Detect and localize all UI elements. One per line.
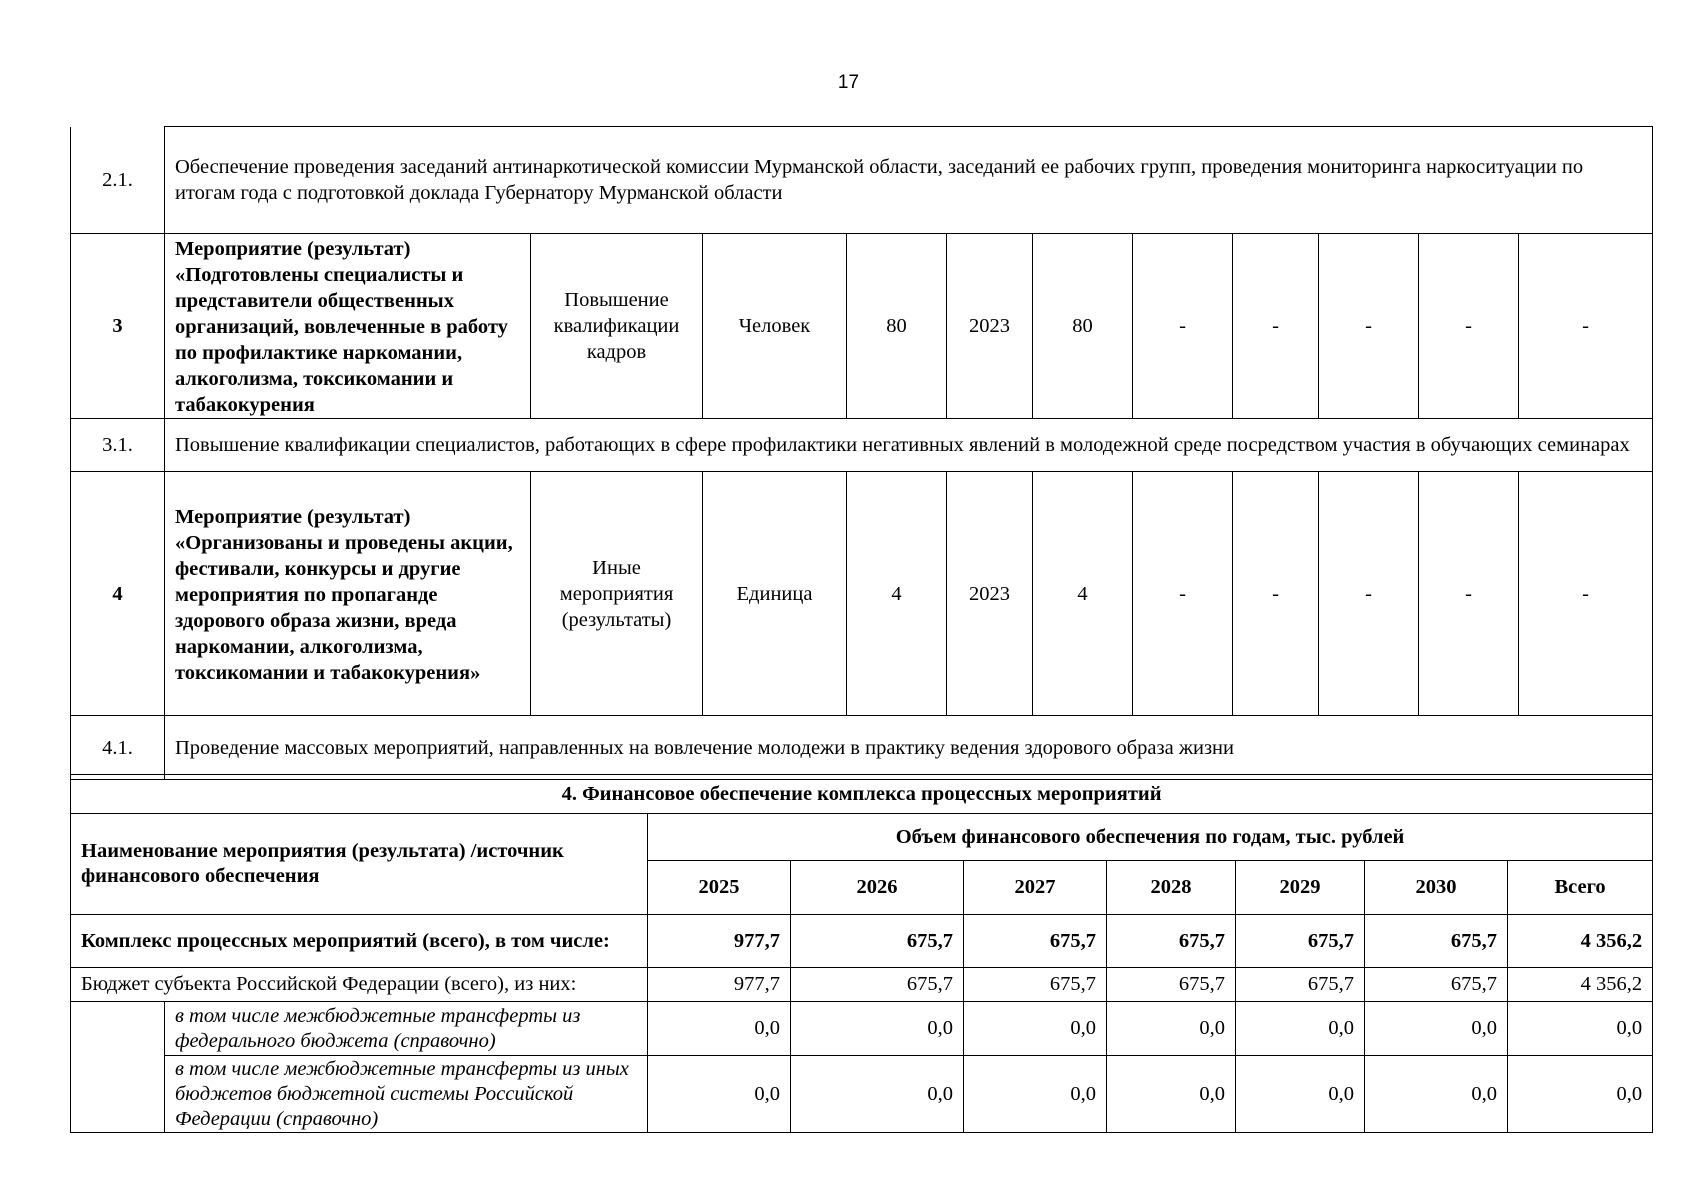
task-description: Повышение квалификации специалистов, работающих в сфере профилактики негативных явлений в молодежной среде посредством участия в обучающих семинарах (165, 419, 1653, 472)
total-header: Всего (1508, 861, 1653, 915)
page-number: 17 (837, 72, 860, 93)
year-header: 2028 (1107, 861, 1236, 915)
year-header: 2029 (1236, 861, 1365, 915)
result-type: Повышение квалификации кадров (531, 234, 703, 419)
amount-cell: 675,7 (1236, 915, 1365, 968)
total-cell: 4 356,2 (1508, 915, 1653, 968)
amount-cell: 675,7 (964, 915, 1107, 968)
finance-table (70, 774, 1653, 1133)
results-table (70, 126, 1653, 780)
result-name: Мероприятие (результат) «Подготовлены специалисты и представители общественных организаций, вовлеченные в работу по профилактике наркомании, алкоголизма, токсикомании и табакокурения (165, 234, 531, 419)
amount-cell: 0,0 (1236, 1002, 1365, 1056)
value-cell: - (1519, 234, 1653, 419)
amount-cell: 0,0 (791, 1002, 964, 1056)
task-description: Проведение массовых мероприятий, направленных на вовлечение молодежи в практику ведения здорового образа жизни (165, 716, 1653, 780)
value-cell: - (1233, 234, 1319, 419)
year-header: 2026 (791, 861, 964, 915)
amount-cell: 0,0 (648, 1056, 791, 1133)
table-row (71, 716, 1653, 780)
indent-cell (71, 1002, 165, 1133)
amount-cell: 0,0 (1236, 1056, 1365, 1133)
amount-cell: 675,7 (1107, 915, 1236, 968)
value-cell: 80 (1033, 234, 1133, 419)
table-row (71, 419, 1653, 472)
value-cell: - (1319, 234, 1419, 419)
amount-cell: 675,7 (791, 915, 964, 968)
header-row (71, 814, 1653, 861)
section-title-row (71, 775, 1653, 814)
value-cell: - (1319, 472, 1419, 716)
row-number: 4 (71, 472, 165, 716)
total-cell: 0,0 (1508, 1002, 1653, 1056)
amount-cell: 675,7 (791, 968, 964, 1002)
table-row (71, 472, 1653, 716)
finance-row-label: в том числе межбюджетные трансферты из иных бюджетов бюджетной системы Российской Федерации (справочно) (165, 1056, 648, 1133)
amount-cell: 0,0 (791, 1056, 964, 1133)
value-cell: - (1133, 472, 1233, 716)
finance-row (71, 968, 1653, 1002)
result-name: Мероприятие (результат) «Организованы и проведены акции, фестивали, конкурсы и другие мероприятия по пропаганде здорового образа жизни, вреда наркомании, алкоголизма, токсикомании и табакокурения» (165, 472, 531, 716)
amount-cell: 0,0 (1365, 1002, 1508, 1056)
name-header: Наименование мероприятия (результата) /источник финансового обеспечения (71, 814, 648, 915)
finance-row (71, 915, 1653, 968)
unit: Единица (703, 472, 847, 716)
finance-row-label: Бюджет субъекта Российской Федерации (всего), из них: (71, 968, 648, 1002)
base-value: 80 (847, 234, 947, 419)
value-cell: 4 (1033, 472, 1133, 716)
year-header: 2027 (964, 861, 1107, 915)
total-cell: 4 356,2 (1508, 968, 1653, 1002)
table-row (71, 127, 1653, 234)
finance-row (71, 1002, 1653, 1056)
table-row (71, 234, 1653, 419)
section-title: 4. Финансовое обеспечение комплекса процессных мероприятий (71, 775, 1653, 814)
amount-cell: 977,7 (648, 968, 791, 1002)
year-header: 2025 (648, 861, 791, 915)
value-cell: - (1133, 234, 1233, 419)
amount-cell: 0,0 (964, 1056, 1107, 1133)
amount-cell: 675,7 (1107, 968, 1236, 1002)
unit: Человек (703, 234, 847, 419)
base-year: 2023 (947, 472, 1033, 716)
total-cell: 0,0 (1508, 1056, 1653, 1133)
amount-cell: 675,7 (1236, 968, 1365, 1002)
amount-cell: 675,7 (964, 968, 1107, 1002)
base-value: 4 (847, 472, 947, 716)
amount-cell: 977,7 (648, 915, 791, 968)
volume-header: Объем финансового обеспечения по годам, тыс. рублей (648, 814, 1653, 861)
year-header: 2030 (1365, 861, 1508, 915)
amount-cell: 0,0 (648, 1002, 791, 1056)
amount-cell: 675,7 (1365, 968, 1508, 1002)
value-cell: - (1419, 234, 1519, 419)
amount-cell: 0,0 (1107, 1002, 1236, 1056)
finance-row-label: в том числе межбюджетные трансферты из федерального бюджета (справочно) (165, 1002, 648, 1056)
row-number: 3.1. (71, 419, 165, 472)
amount-cell: 0,0 (1107, 1056, 1236, 1133)
row-number: 3 (71, 234, 165, 419)
base-year: 2023 (947, 234, 1033, 419)
value-cell: - (1233, 472, 1319, 716)
amount-cell: 0,0 (1365, 1056, 1508, 1133)
finance-row-label: Комплекс процессных мероприятий (всего), в том числе: (71, 915, 648, 968)
row-number: 4.1. (71, 716, 165, 780)
finance-row (71, 1056, 1653, 1133)
amount-cell: 675,7 (1365, 915, 1508, 968)
task-description: Обеспечение проведения заседаний антинаркотической комиссии Мурманской области, заседаний ее рабочих групп, проведения мониторинга наркоситуации по итогам года с подготовкой доклада Губернатору Мурманской области (165, 127, 1653, 234)
value-cell: - (1419, 472, 1519, 716)
row-number: 2.1. (71, 127, 165, 234)
value-cell: - (1519, 472, 1653, 716)
amount-cell: 0,0 (964, 1002, 1107, 1056)
result-type: Иные мероприятия (результаты) (531, 472, 703, 716)
